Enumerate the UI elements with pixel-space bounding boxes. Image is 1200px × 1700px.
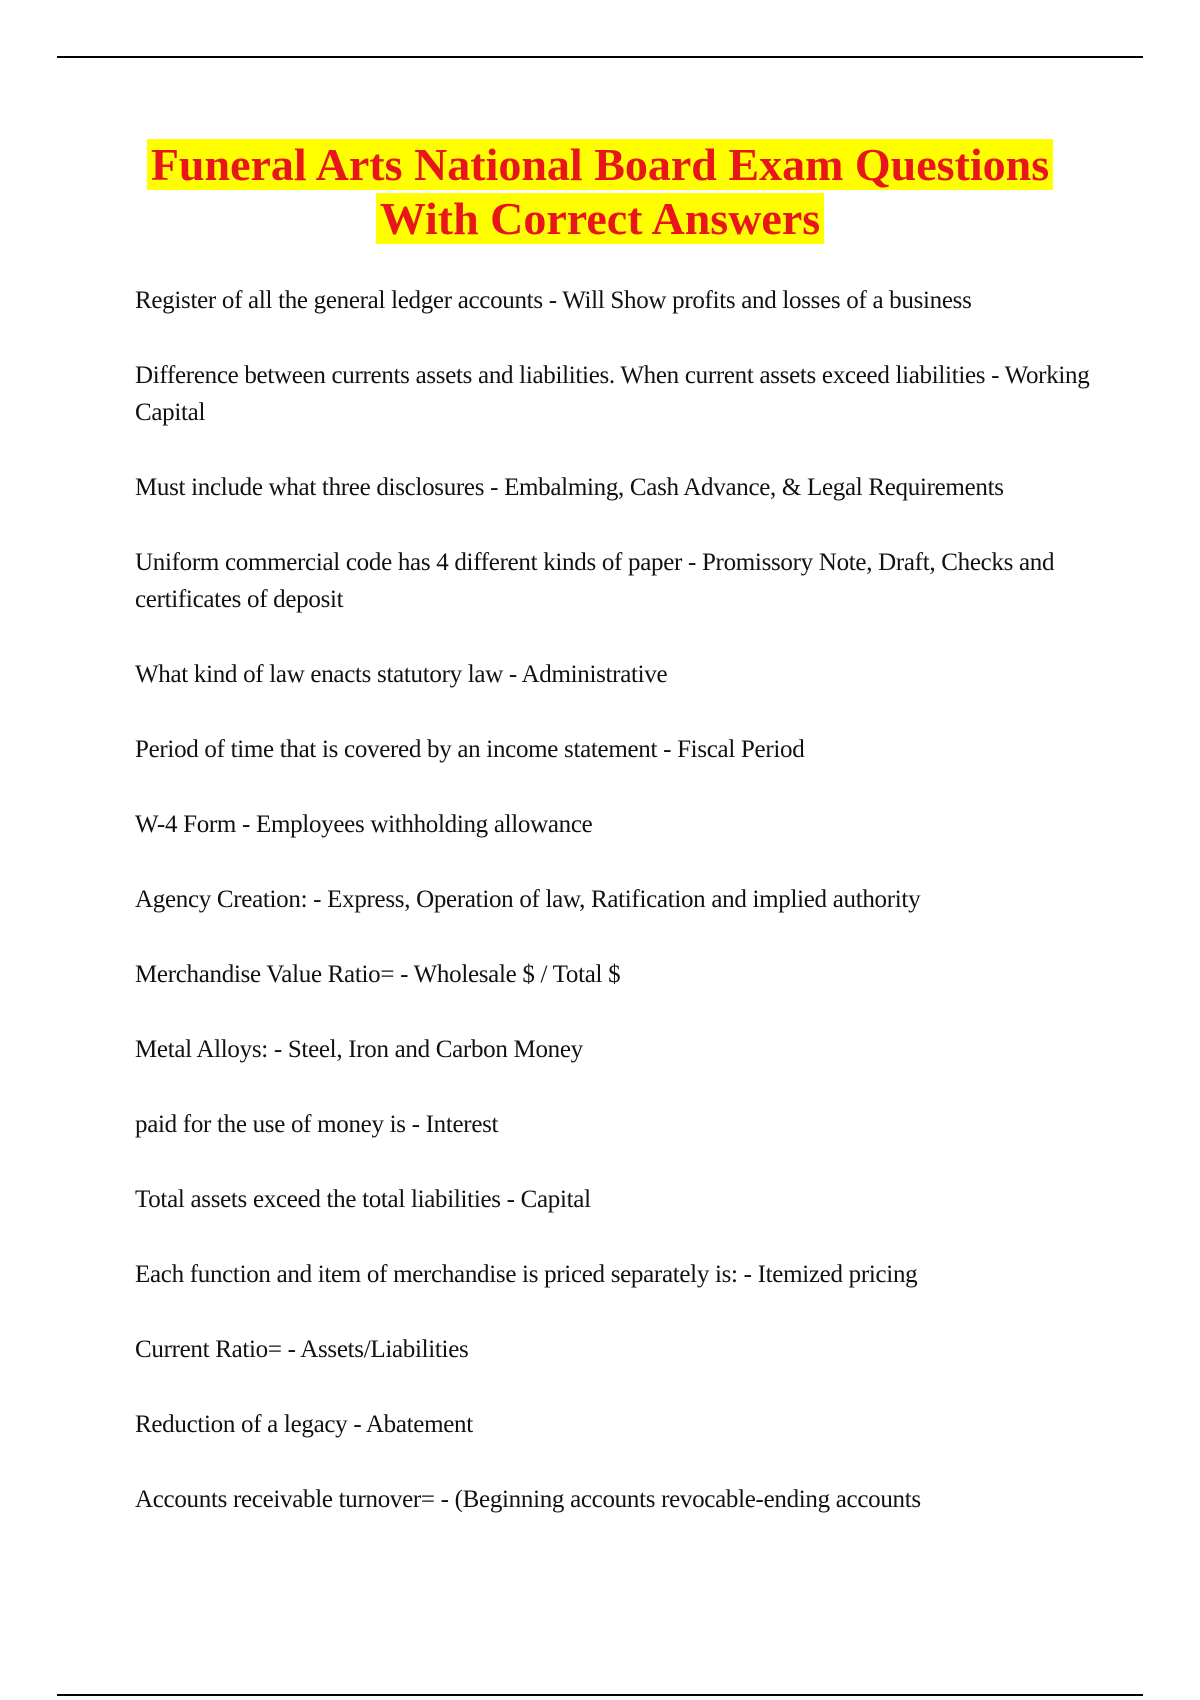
top-rule: [57, 56, 1143, 58]
qa-item: What kind of law enacts statutory law - Administrative: [135, 661, 668, 688]
qa-item: Period of time that is covered by an income statement - Fiscal Period: [135, 736, 805, 763]
document-title: [0, 138, 1200, 246]
qa-item: Merchandise Value Ratio= - Wholesale $ / Total $: [135, 961, 621, 988]
qa-item: Register of all the general ledger accounts - Will Show profits and losses of a business: [135, 287, 972, 314]
bottom-rule: [57, 1694, 1143, 1696]
qa-item: Agency Creation: - Express, Operation of law, Ratification and implied authority: [135, 886, 921, 913]
qa-item: Accounts receivable turnover= - (Beginning accounts revocable-ending accounts: [135, 1486, 921, 1513]
qa-item: paid for the use of money is - Interest: [135, 1111, 499, 1138]
qa-item: Current Ratio= - Assets/Liabilities: [135, 1336, 469, 1363]
qa-item: Each function and item of merchandise is priced separately is: - Itemized pricing: [135, 1261, 918, 1288]
qa-item: Difference between currents assets and liabilities. When current assets exceed liabilities - Working Capital: [135, 362, 1090, 426]
qa-item: W-4 Form - Employees withholding allowance: [135, 811, 593, 838]
title-line-2: With Correct Answers: [376, 193, 824, 244]
qa-item: Total assets exceed the total liabilities - Capital: [135, 1186, 591, 1213]
qa-list: [135, 282, 1095, 1556]
title-line-1: Funeral Arts National Board Exam Questions: [147, 139, 1053, 190]
qa-item: Metal Alloys: - Steel, Iron and Carbon Money: [135, 1036, 583, 1063]
qa-item: Uniform commercial code has 4 different kinds of paper - Promissory Note, Draft, Checks and certificates of deposit: [135, 549, 1055, 613]
qa-item: Must include what three disclosures - Embalming, Cash Advance, & Legal Requirements: [135, 474, 1004, 501]
qa-item: Reduction of a legacy - Abatement: [135, 1411, 473, 1438]
